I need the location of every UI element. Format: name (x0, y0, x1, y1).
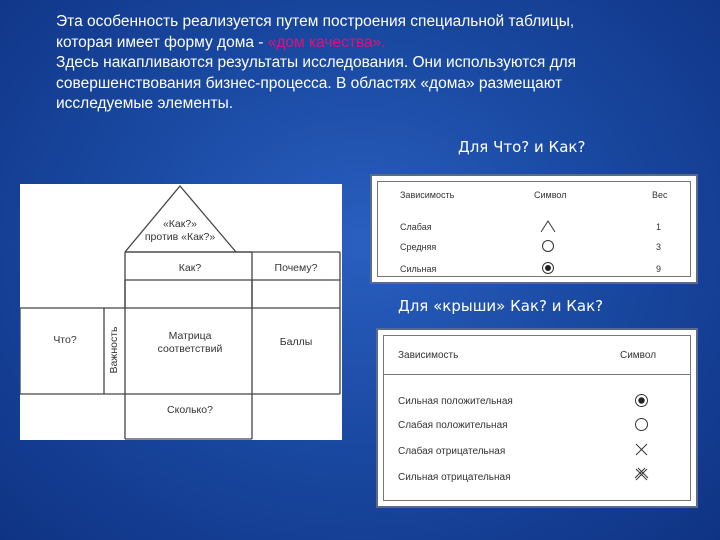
intro-line-text: которая имеет форму дома - (56, 33, 268, 51)
row-dependency: Средняя (400, 242, 437, 252)
roof-label (140, 218, 220, 244)
scores-label: Баллы (279, 336, 313, 348)
caption-what-how: Для Что? и Как? (458, 138, 586, 156)
intro-line: Здесь накапливаются результаты исследования. Они используются для (56, 54, 577, 71)
how-label: Как? (178, 262, 202, 274)
house-of-quality-highlight: «дом качества». (267, 33, 386, 51)
roof-table-frame (383, 335, 691, 501)
intro-text (56, 12, 696, 115)
weights-table (370, 174, 698, 284)
row-dependency: Сильная положительная (398, 396, 513, 407)
intro-line: исследуемые элементы. (56, 95, 234, 112)
row-weight: 3 (656, 242, 662, 252)
row-dependency: Слабая (400, 222, 432, 232)
how-much-label: Сколько? (167, 404, 213, 416)
col-header-symbol: Символ (534, 190, 567, 200)
roof-dependency-table (376, 328, 698, 508)
circle-icon (541, 239, 555, 253)
col-header-symbol: Символ (620, 350, 657, 361)
roof-label-line: «Как?» (162, 218, 198, 230)
circle-icon (634, 417, 649, 432)
weights-table-frame (377, 181, 691, 277)
matrix-label-line: соответствий (157, 343, 223, 355)
row-dependency: Слабая положительная (398, 420, 508, 431)
triangle-icon (540, 219, 556, 233)
what-label: Что? (53, 334, 77, 346)
intro-line (56, 33, 696, 54)
importance-label: Важность (108, 326, 120, 374)
row-dependency: Сильная (400, 264, 437, 274)
matrix-label-line: Матрица (168, 330, 212, 342)
row-weight: 9 (656, 264, 662, 274)
double-circle-icon (634, 393, 649, 408)
double-circle-icon (541, 261, 555, 275)
col-header-dependency: Зависимость (398, 350, 459, 361)
col-header-weight: Вес (652, 190, 668, 200)
header-divider (384, 374, 690, 375)
intro-line: Эта особенность реализуется путем построения специальной таблицы, (56, 13, 575, 30)
why-label: Почему? (274, 262, 318, 274)
house-of-quality-diagram (20, 184, 342, 440)
double-cross-icon (634, 467, 649, 482)
cross-icon (634, 442, 649, 457)
caption-roof: Для «крыши» Как? и Как? (398, 297, 604, 315)
row-weight: 1 (656, 222, 662, 232)
row-dependency: Сильная отрицательная (398, 472, 511, 483)
matrix-label (144, 330, 236, 356)
col-header-dependency: Зависимость (400, 190, 455, 200)
row-dependency: Слабая отрицательная (398, 446, 506, 457)
intro-line: совершенствования бизнес-процесса. В областях «дома» размещают (56, 74, 563, 92)
roof-label-line: против «Как?» (144, 231, 216, 243)
